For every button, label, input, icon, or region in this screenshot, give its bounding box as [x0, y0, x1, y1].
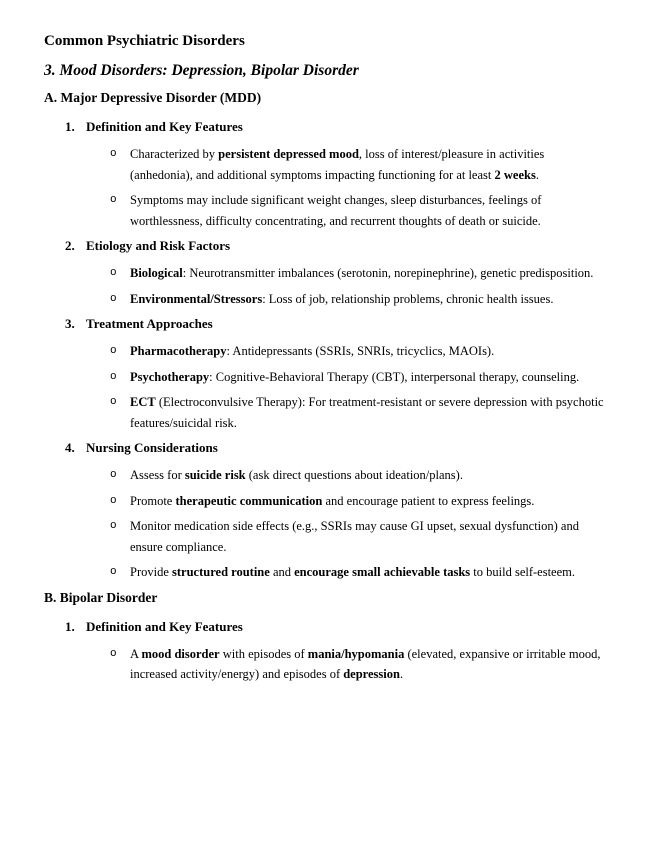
bullet-item: [110, 367, 610, 388]
bullet-item: [110, 190, 610, 231]
bullet-item: [110, 263, 610, 284]
bullet-text: Symptoms may include significant weight changes, sleep disturbances, feelings of worthlessness, difficulty concentrating, and recurrent thoughts of death or suicide.: [130, 193, 542, 228]
bullet-item: [110, 562, 610, 583]
subsection-title: Definition and Key Features: [86, 618, 243, 634]
bullet-marker: o: [110, 647, 117, 660]
bullet-marker: o: [110, 148, 117, 160]
bullet-text: A mood disorder with episodes of mania/hypomania (elevated, expansive or irritable mood, increased activity/energy) and episodes of depression.: [130, 646, 601, 681]
bullet-text: Promote therapeutic communication and encourage patient to express feelings.: [130, 493, 535, 508]
subsection-title: Etiology and Risk Factors: [86, 238, 231, 253]
bullet-text: Pharmacotherapy: Antidepressants (SSRIs, SNRIs, tricyclics, MAOIs).: [130, 344, 495, 358]
bullet-marker: o: [110, 396, 117, 408]
bullet-item: [110, 289, 610, 310]
bullet-item: [110, 644, 610, 685]
subsection-heading-a4: [65, 438, 610, 457]
subsection-heading-a1: [65, 117, 610, 136]
subsection-title: Treatment Approaches: [86, 316, 213, 331]
bullet-marker: o: [110, 566, 117, 578]
subsection-number: 1.: [65, 119, 75, 134]
bullet-marker: o: [110, 267, 117, 279]
bullet-text: Biological: Neurotransmitter imbalances (serotonin, norepinephrine), genetic predisposition.: [130, 266, 594, 280]
subsection-number: 2.: [65, 238, 75, 253]
bullet-text: Psychotherapy: Cognitive-Behavioral Therapy (CBT), interpersonal therapy, counseling.: [130, 369, 580, 384]
bullet-text: Characterized by persistent depressed mood, loss of interest/pleasure in activities (anhedonia), and additional symptoms impacting functioning for at least 2 weeks.: [130, 147, 545, 182]
subsection-heading-a2: [65, 236, 610, 255]
bullet-marker: o: [110, 520, 117, 532]
bullet-item: [110, 144, 610, 185]
subsection-number: 3.: [65, 316, 75, 331]
bullet-marker: o: [110, 194, 117, 206]
bullet-item: [110, 491, 610, 512]
page-subtitle: 3. Mood Disorders: Depression, Bipolar Disorder: [44, 62, 359, 79]
bullet-marker: o: [110, 370, 117, 383]
bullet-item: [110, 516, 610, 557]
bullet-text: Environmental/Stressors: Loss of job, relationship problems, chronic health issues.: [130, 291, 554, 306]
bullet-item: [110, 465, 610, 486]
bullet-item: [110, 392, 610, 433]
bullet-item: [110, 341, 610, 362]
subsection-title: Nursing Considerations: [86, 440, 218, 455]
bullet-text: Assess for suicide risk (ask direct questions about ideation/plans).: [130, 468, 463, 482]
subsection-number: 1.: [65, 618, 75, 634]
subsection-heading-b1: [65, 617, 610, 636]
subsection-number: 4.: [65, 440, 75, 455]
bullet-marker: o: [110, 292, 117, 305]
bullet-marker: o: [110, 494, 117, 507]
subsection-heading-a3: [65, 314, 610, 333]
bullet-marker: o: [110, 345, 117, 357]
page-title: Common Psychiatric Disorders: [44, 33, 245, 49]
section-heading-a: A. Major Depressive Disorder (MDD): [44, 90, 262, 105]
subsection-title: Definition and Key Features: [86, 119, 243, 134]
section-heading-b: B. Bipolar Disorder: [44, 589, 158, 605]
bullet-text: Provide structured routine and encourage small achievable tasks to build self-esteem.: [130, 565, 576, 579]
bullet-text: ECT (Electroconvulsive Therapy): For treatment-resistant or severe depression with psychotic features/suicidal risk.: [130, 395, 604, 430]
bullet-marker: o: [110, 469, 117, 481]
bullet-text: Monitor medication side effects (e.g., SSRIs may cause GI upset, sexual dysfunction) and ensure compliance.: [130, 519, 579, 554]
